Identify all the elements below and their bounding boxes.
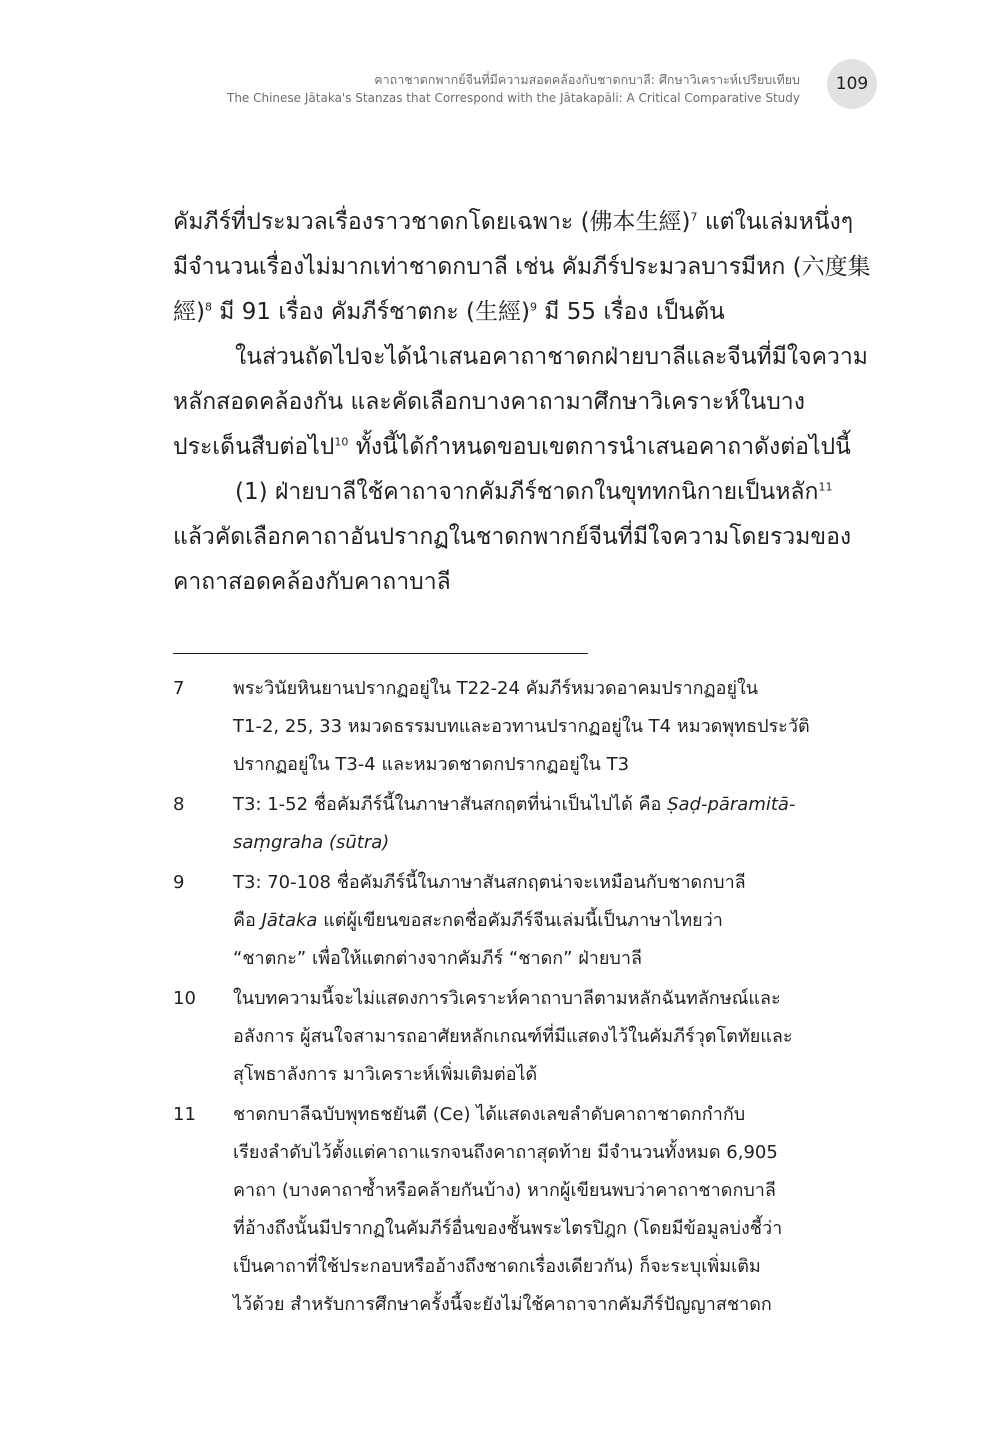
running-header-title-english: The Chinese Jātaka's Stanzas that Correspond with the Jātakapāli: A Critical Comparative Study	[226, 91, 800, 105]
footnote-line: ปรากฏอยู่ใน T3-4 และหมวดชาดกปรากฏอยู่ใน T3	[233, 754, 630, 775]
running-header	[227, 70, 800, 106]
italic-term: Ṣaḍ-pāramitā-	[667, 794, 796, 815]
footnote-line: T3: 70-108 ชื่อคัมภีร์นี้ในภาษาสันสกฤตน่าจะเหมือนกับชาดกบาลี	[233, 872, 746, 893]
footnote-line: “ชาตกะ” เพื่อให้แตกต่างจากคัมภีร์ “ชาดก” ฝ่ายบาลี	[233, 948, 642, 969]
footnote-number: 10	[173, 988, 196, 1009]
footnote-ref-11: 11	[818, 480, 833, 494]
text-span: ประเด็นสืบต่อไป	[173, 434, 335, 460]
footnote-line: T1-2, 25, 33 หมวดธรรมบทและอวทานปรากฏอยู่ใน T4 หมวดพุทธประวัติ	[233, 716, 810, 737]
paragraph-2-line-2: หลักสอดคล้องกัน และคัดเลือกบางคาถามาศึกษาวิเคราะห์ในบาง	[173, 389, 805, 415]
paragraph-2-line-1: ในส่วนถัดไปจะได้นำเสนอคาถาชาดกฝ่ายบาลีและจีนที่มีใจความ	[235, 344, 868, 370]
footnote-ref-10: 10	[334, 435, 349, 449]
body-text	[173, 200, 871, 605]
footnote-ref-8: 8	[204, 300, 212, 314]
text-span: T3: 1-52 ชื่อคัมภีร์นี้ในภาษาสันสกฤตที่น่าเป็นไปได้ คือ	[233, 794, 668, 815]
footnote-number: 7	[173, 678, 185, 699]
italic-term: Jātaka	[261, 910, 318, 931]
text-span: มี 55 เรื่อง เป็นต้น	[536, 299, 725, 325]
footnotes	[173, 670, 863, 1326]
footnote-9	[173, 864, 863, 978]
footnote-7	[173, 670, 863, 784]
footnote-11	[173, 1096, 863, 1324]
paragraph-1-line-1	[173, 200, 863, 245]
footnote-number: 11	[173, 1104, 196, 1125]
page-number-badge: 109	[827, 59, 877, 109]
footnote-line: ที่อ้างถึงนั้นมีปรากฏในคัมภีร์อื่นของชั้นพระไตรปิฎก (โดยมีข้อมูลบ่งชี้ว่า	[233, 1218, 783, 1239]
footnote-line: อลังการ ผู้สนใจสามารถอาศัยหลักเกณฑ์ที่มีแสดงไว้ในคัมภีร์วุตโตทัยและ	[233, 1026, 793, 1047]
paragraph-3-line-2: แล้วคัดเลือกคาถาอันปรากฏในชาดกพากย์จีนที่มีใจความโดยรวมของ	[173, 524, 852, 550]
text-span: มี 91 เรื่อง คัมภีร์ชาตกะ (生經)	[211, 299, 530, 325]
footnote-line	[233, 902, 863, 940]
paragraph-1-line-3	[173, 290, 863, 335]
text-span: แต่ในเล่มหนึ่งๆ	[697, 209, 854, 235]
footnote-number: 8	[173, 794, 185, 815]
running-header-title-thai: คาถาชาดกพากย์จีนที่มีความสอดคล้องกับชาดกบาลี: ศึกษาวิเคราะห์เปรียบเทียบ	[374, 72, 800, 87]
footnote-8	[173, 786, 863, 862]
footnote-line: พระวินัยหินยานปรากฏอยู่ใน T22-24 คัมภีร์หมวดอาคมปรากฏอยู่ใน	[233, 678, 759, 699]
footnote-line: ไว้ด้วย สำหรับการศึกษาครั้งนี้จะยังไม่ใช้คาถาจากคัมภีร์ปัญญาสชาดก	[233, 1294, 772, 1315]
text-span: แต่ผู้เขียนขอสะกดชื่อคัมภีร์จีนเล่มนี้เป็นภาษาไทยว่า	[317, 910, 723, 931]
text-span: คือ	[233, 910, 262, 931]
footnote-number: 9	[173, 872, 185, 893]
paragraph-1-line-2: มีจำนวนเรื่องไม่มากเท่าชาดกบาลี เช่น คัมภีร์ประมวลบารมีหก (六度集	[173, 254, 871, 280]
paragraph-2-line-3	[173, 425, 863, 470]
footnote-line: saṃgraha (sūtra)	[233, 832, 390, 853]
footnote-ref-7: 7	[690, 210, 698, 224]
text-span: (1) ฝ่ายบาลีใช้คาถาจากคัมภีร์ชาดกในขุททกนิกายเป็นหลัก	[235, 479, 819, 505]
footnote-line	[233, 786, 863, 824]
paragraph-3-line-3: คาถาสอดคล้องกับคาถาบาลี	[173, 569, 451, 595]
footnote-line: เรียงลำดับไว้ตั้งแต่คาถาแรกจนถึงคาถาสุดท้าย มีจำนวนทั้งหมด 6,905	[233, 1142, 778, 1163]
footnote-line: ชาดกบาลีฉบับพุทธชยันตี (Ce) ได้แสดงเลขลำดับคาถาชาดกกำกับ	[233, 1104, 746, 1125]
footnote-line: ในบทความนี้จะไม่แสดงการวิเคราะห์คาถาบาลีตามหลักฉันทลักษณ์และ	[233, 988, 781, 1009]
text-span: ทั้งนี้ได้กำหนดขอบเขตการนำเสนอคาถาดังต่อไปนี้	[348, 434, 851, 460]
footnote-line: คาถา (บางคาถาซ้ำหรือคล้ายกันบ้าง) หากผู้เขียนพบว่าคาถาชาดกบาลี	[233, 1180, 776, 1201]
footnote-10	[173, 980, 863, 1094]
footnote-line: สุโพธาลังการ มาวิเคราะห์เพิ่มเติมต่อได้	[233, 1064, 538, 1085]
text-span: คัมภีร์ที่ประมวลเรื่องราวชาดกโดยเฉพาะ (佛本生經)	[173, 209, 691, 235]
footnote-divider	[173, 653, 588, 654]
footnote-ref-9: 9	[529, 300, 537, 314]
text-span: 經)	[173, 299, 205, 325]
footnote-line: เป็นคาถาที่ใช้ประกอบหรืออ้างถึงชาดกเรื่องเดียวกัน) ก็จะระบุเพิ่มเติม	[233, 1256, 761, 1277]
paragraph-3-line-1	[173, 470, 863, 515]
